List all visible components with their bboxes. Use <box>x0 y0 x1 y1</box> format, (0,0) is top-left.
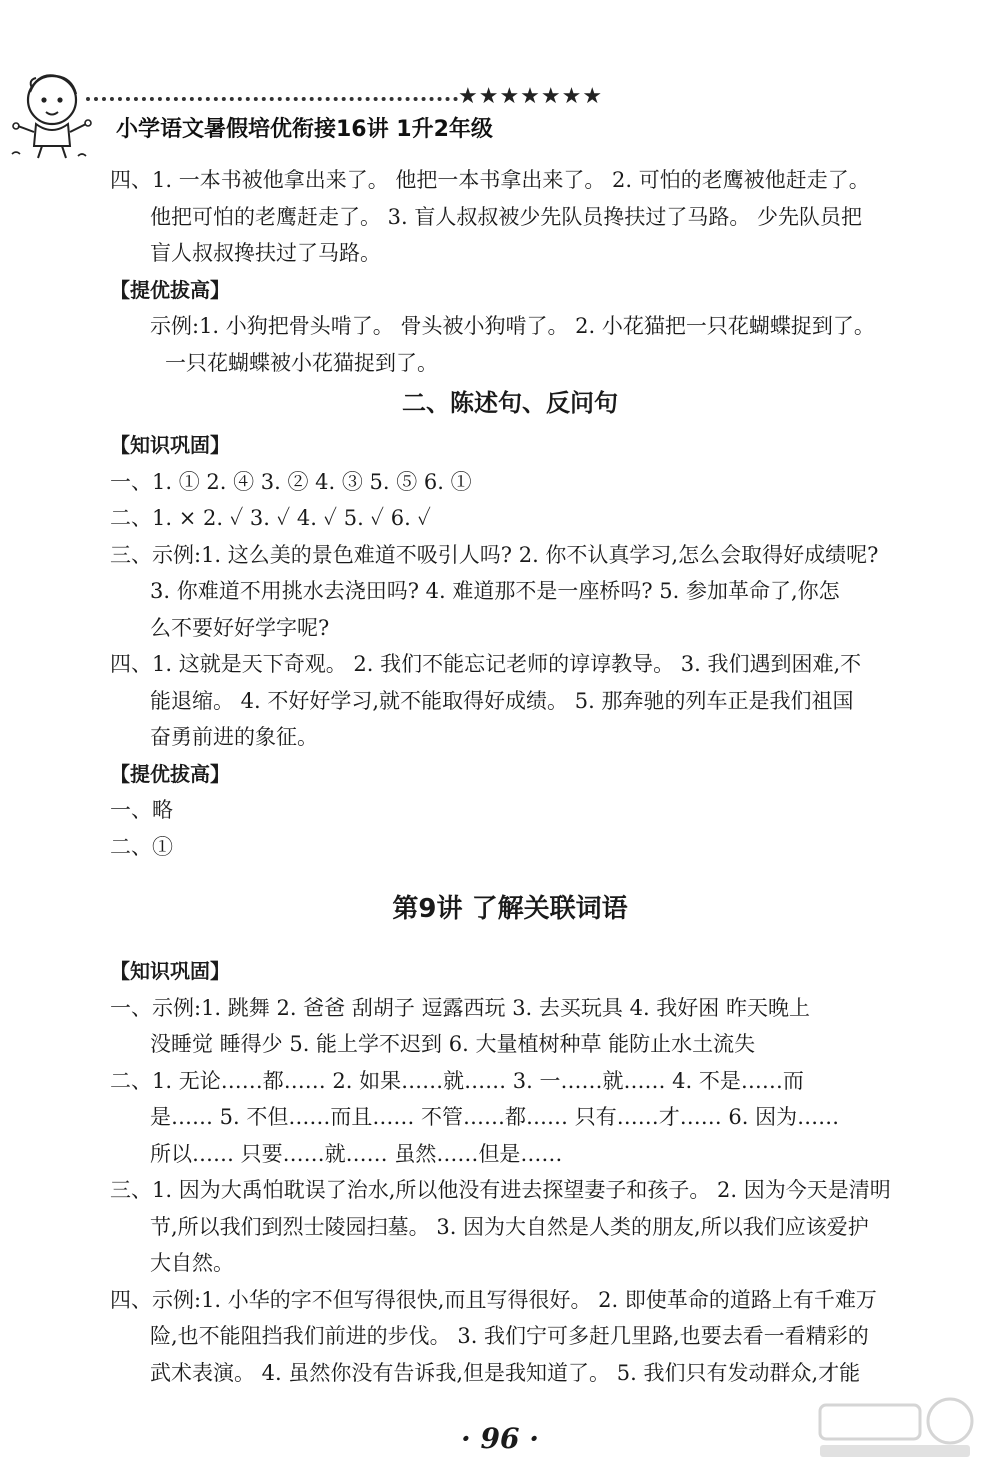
answer-line: 盲人叔叔搀扶过了马路。 <box>150 241 381 265</box>
section-tag: 【提优拔高】 <box>110 761 230 786</box>
page-number: · 96 · <box>461 1422 539 1455</box>
page-header <box>0 0 1000 165</box>
answer-line: 3. 你难道不用挑水去浇田吗? 4. 难道那不是一座桥吗? 5. 参加革命了,你怎 <box>150 579 840 603</box>
answer-line: 示例:1. 小狗把骨头啃了。 骨头被小狗啃了。 2. 小花猫把一只花蝴蝶捉到了。 <box>150 314 875 338</box>
section-tag: 【知识巩固】 <box>110 959 230 983</box>
answer-line: 二、① <box>110 834 173 859</box>
book-title: 小学语文暑假培优衔接16讲 1升2年级 <box>116 117 493 142</box>
answer-line: 大自然。 <box>150 1251 234 1275</box>
answer-line: 险,也不能阻挡我们前进的步伐。 3. 我们宁可多赶几里路,也要去看一看精彩的 <box>150 1324 869 1348</box>
child-mascot-icon <box>8 66 96 162</box>
answer-content <box>110 162 910 1391</box>
answer-line: 二、1. × 2. ✓ 3. ✓ 4. ✓ 5. ✓ 6. ✓ <box>110 506 431 530</box>
answer-line: 三、1. 因为大禹怕耽误了治水,所以他没有进去探望妻子和孩子。 2. 因为今天是清明 <box>110 1178 891 1202</box>
answer-line: 四、1. 这就是天下奇观。 2. 我们不能忘记老师的谆谆教导。 3. 我们遇到困难,不 <box>110 652 862 676</box>
answer-line: 一、示例:1. 跳舞 2. 爸爸 刮胡子 逗露西玩 3. 去买玩具 4. 我好困 昨天晚上 <box>110 995 810 1020</box>
answer-line: 武术表演。 4. 虽然你没有告诉我,但是我知道了。 5. 我们只有发动群众,才能 <box>150 1360 861 1385</box>
section-tag: 【提优拔高】 <box>110 277 230 302</box>
lecture-heading: 第9讲 了解关联词语 <box>392 894 628 924</box>
answer-line: 么不要好好学字呢? <box>150 615 330 640</box>
watermark-logo-icon <box>810 1393 980 1463</box>
answer-line: 一、1. ① 2. ④ 3. ② 4. ③ 5. ⑤ 6. ① <box>110 469 472 494</box>
answer-line: 四、示例:1. 小华的字不但写得很快,而且写得很好。 2. 即使革命的道路上有千难万 <box>110 1287 877 1312</box>
answer-line: 他把可怕的老鹰赶走了。 3. 盲人叔叔被少先队员搀扶过了马路。 少先队员把 <box>150 204 863 229</box>
answer-line: 没睡觉 睡得少 5. 能上学不迟到 6. 大量植树种草 能防止水土流失 <box>150 1032 756 1056</box>
answer-line: 一、略 <box>110 798 173 822</box>
dotted-rule <box>86 97 458 101</box>
answer-line: 奋勇前进的象征。 <box>150 725 318 749</box>
answer-line: 三、示例:1. 这么美的景色难道不吸引人吗? 2. 你不认真学习,怎么会取得好成绩呢? <box>110 542 879 567</box>
section-tag: 【知识巩固】 <box>110 433 230 457</box>
answer-line: 是…… 5. 不但……而且…… 不管……都…… 只有……才…… 6. 因为…… <box>150 1105 840 1129</box>
answer-line: 一只花蝴蝶被小花猫捉到了。 <box>165 350 438 375</box>
star-rating-decoration: ★★★★★★★ <box>458 84 604 109</box>
answer-line: 四、1. 一本书被他拿出来了。 他把一本书拿出来了。 2. 可怕的老鹰被他赶走了。 <box>110 168 870 192</box>
section-heading: 二、陈述句、反问句 <box>402 389 618 417</box>
answer-line: 二、1. 无论……都…… 2. 如果……就…… 3. 一……就…… 4. 不是……而 <box>110 1068 804 1093</box>
answer-line: 能退缩。 4. 不好好学习,就不能取得好成绩。 5. 那奔驰的列车正是我们祖国 <box>150 688 854 713</box>
answer-line: 节,所以我们到烈士陵园扫墓。 3. 因为大自然是人类的朋友,所以我们应该爱护 <box>150 1214 869 1239</box>
answer-line: 所以…… 只要……就…… 虽然……但是…… <box>150 1141 563 1166</box>
